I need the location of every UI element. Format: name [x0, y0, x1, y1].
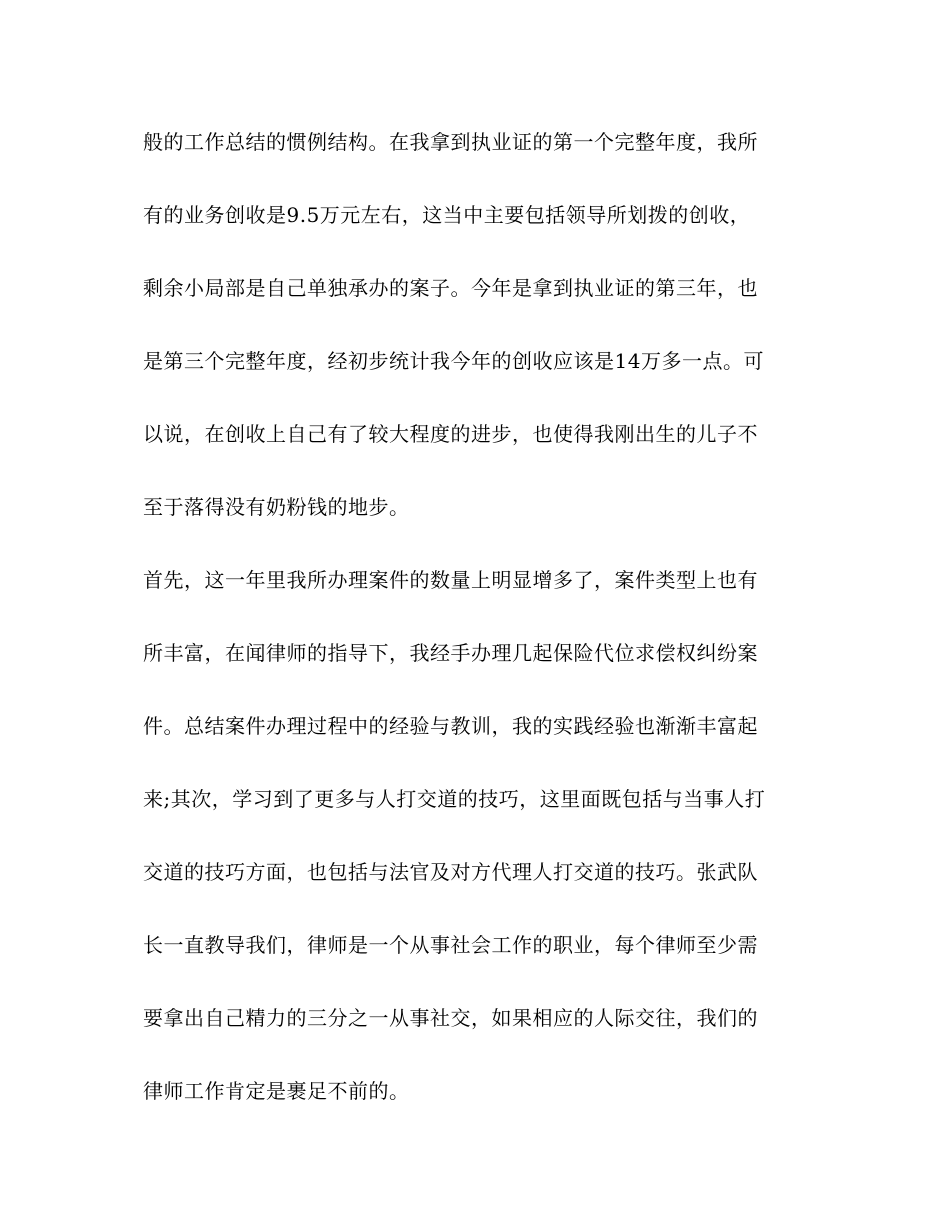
text-line: 般的工作总结的惯例结构。在我拿到执业证的第一个完整年度，我所	[143, 130, 758, 154]
text-line: 长一直教导我们，律师是一个从事社会工作的职业，每个律师至少需	[143, 933, 758, 957]
text-line: 交道的技巧方面，也包括与法官及对方代理人打交道的技巧。张武队	[143, 860, 758, 884]
text-line: 以说，在创收上自己有了较大程度的进步，也使得我刚出生的儿子不	[143, 422, 758, 446]
text-line: 首先，这一年里我所办理案件的数量上明显增多了，案件类型上也有	[143, 568, 758, 592]
text-line: 要拿出自己精力的三分之一从事社交，如果相应的人际交往，我们的	[143, 1006, 758, 1030]
text-line: 至于落得没有奶粉钱的地步。	[143, 495, 410, 519]
text-line: 所丰富，在闻律师的指导下，我经手办理几起保险代位求偿权纠纷案	[143, 641, 758, 665]
text-line: 件。总结案件办理过程中的经验与教训，我的实践经验也渐渐丰富起	[143, 714, 758, 738]
text-line: 是第三个完整年度，经初步统计我今年的创收应该是14万多一点。可	[143, 349, 764, 373]
text-line: 有的业务创收是9.5万元左右，这当中主要包括领导所划拨的创收，	[143, 203, 751, 227]
text-line: 剩余小局部是自己单独承办的案子。今年是拿到执业证的第三年，也	[143, 276, 758, 300]
text-line: 来;其次，学习到了更多与人打交道的技巧，这里面既包括与当事人打	[143, 787, 766, 811]
text-line: 律师工作肯定是裹足不前的。	[143, 1079, 410, 1103]
